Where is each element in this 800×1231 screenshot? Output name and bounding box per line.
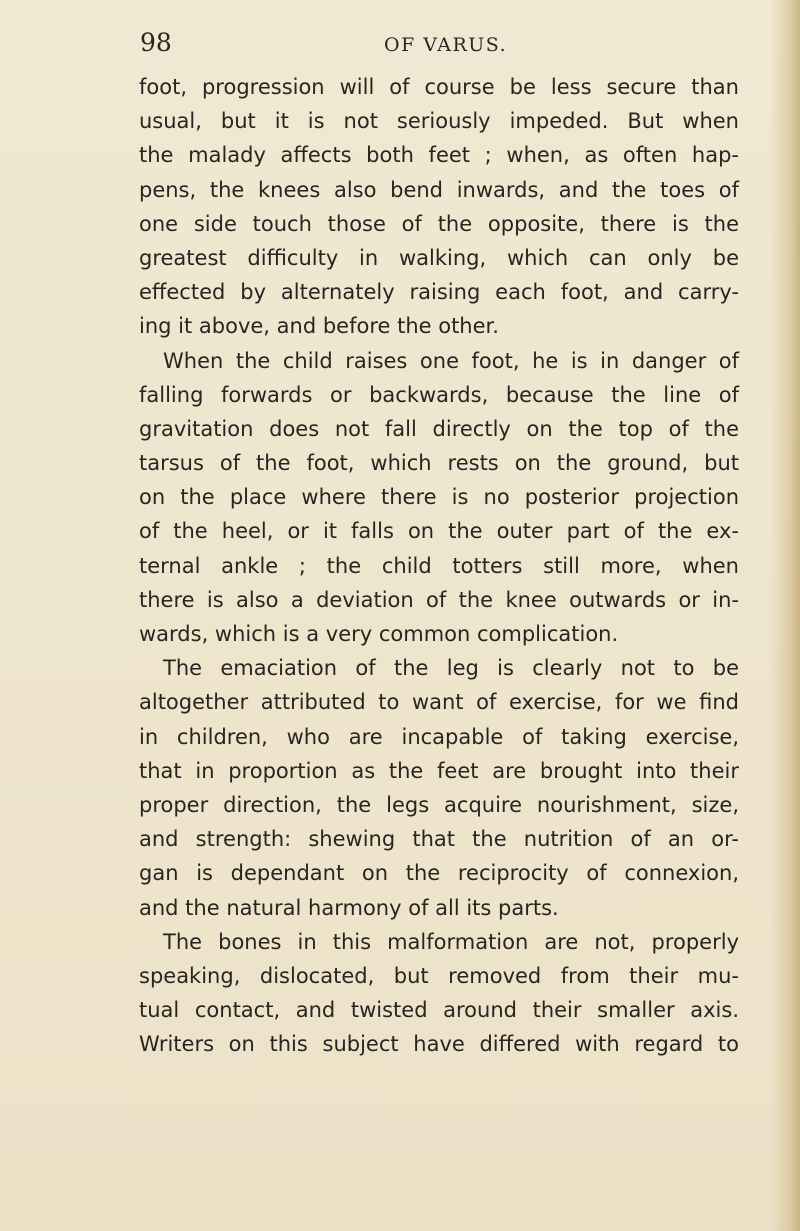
text-line: in children, who are incapable of taking exercise, bbox=[139, 724, 739, 749]
text-line: speaking, dislocated, but removed from their mu- bbox=[139, 963, 739, 988]
text-line: and strength: shewing that the nutrition of an or- bbox=[139, 827, 739, 852]
text-line: tual contact, and twisted around their smaller axis. bbox=[139, 998, 739, 1023]
text-line: that in proportion as the feet are brought into their bbox=[139, 758, 739, 783]
text-line: and the natural harmony of all its parts. bbox=[139, 895, 559, 920]
text-line: one side touch those of the opposite, there is the bbox=[139, 211, 739, 236]
text-line: foot, progression will of course be less secure than bbox=[139, 75, 739, 99]
text-line: Writers on this subject have differed with regard to bbox=[139, 1032, 739, 1057]
text-line: of the heel, or it falls on the outer part of the ex- bbox=[139, 519, 739, 544]
text-line: the malady affects both feet ; when, as often hap- bbox=[139, 143, 739, 168]
text-line: on the place where there is no posterior projection bbox=[139, 485, 739, 510]
page-header bbox=[0, 28, 800, 68]
page-number: 98 bbox=[140, 28, 172, 57]
text-line: falling forwards or backwards, because the line of bbox=[139, 382, 739, 407]
text-line: When the child raises one foot, he is in danger of bbox=[163, 348, 739, 373]
text-line: effected by alternately raising each foot, and carry- bbox=[139, 280, 739, 305]
text-line: The emaciation of the leg is clearly not to be bbox=[163, 656, 739, 681]
text-line: proper direction, the legs acquire nourishment, size, bbox=[139, 792, 739, 817]
running-head: OF VARUS. bbox=[384, 34, 508, 56]
text-line: usual, but it is not seriously impeded. But when bbox=[139, 109, 739, 134]
text-line: wards, which is a very common complication. bbox=[139, 622, 619, 646]
body-text bbox=[139, 70, 739, 1061]
text-line: ing it above, and before the other. bbox=[139, 314, 499, 339]
text-line: there is also a deviation of the knee outwards or in- bbox=[139, 587, 739, 612]
text-line: gan is dependant on the reciprocity of connexion, bbox=[139, 861, 739, 886]
text-line: gravitation does not fall directly on the top of the bbox=[139, 416, 739, 441]
text-line: The bones in this malformation are not, properly bbox=[163, 929, 739, 954]
text-line: pens, the knees also bend inwards, and the toes of bbox=[139, 177, 739, 202]
text-line: ternal ankle ; the child totters still more, when bbox=[139, 553, 739, 578]
text-line: tarsus of the foot, which rests on the ground, but bbox=[139, 451, 739, 476]
text-line: altogether attributed to want of exercise, for we find bbox=[139, 690, 739, 715]
text-line: greatest difficulty in walking, which can only be bbox=[139, 245, 739, 270]
